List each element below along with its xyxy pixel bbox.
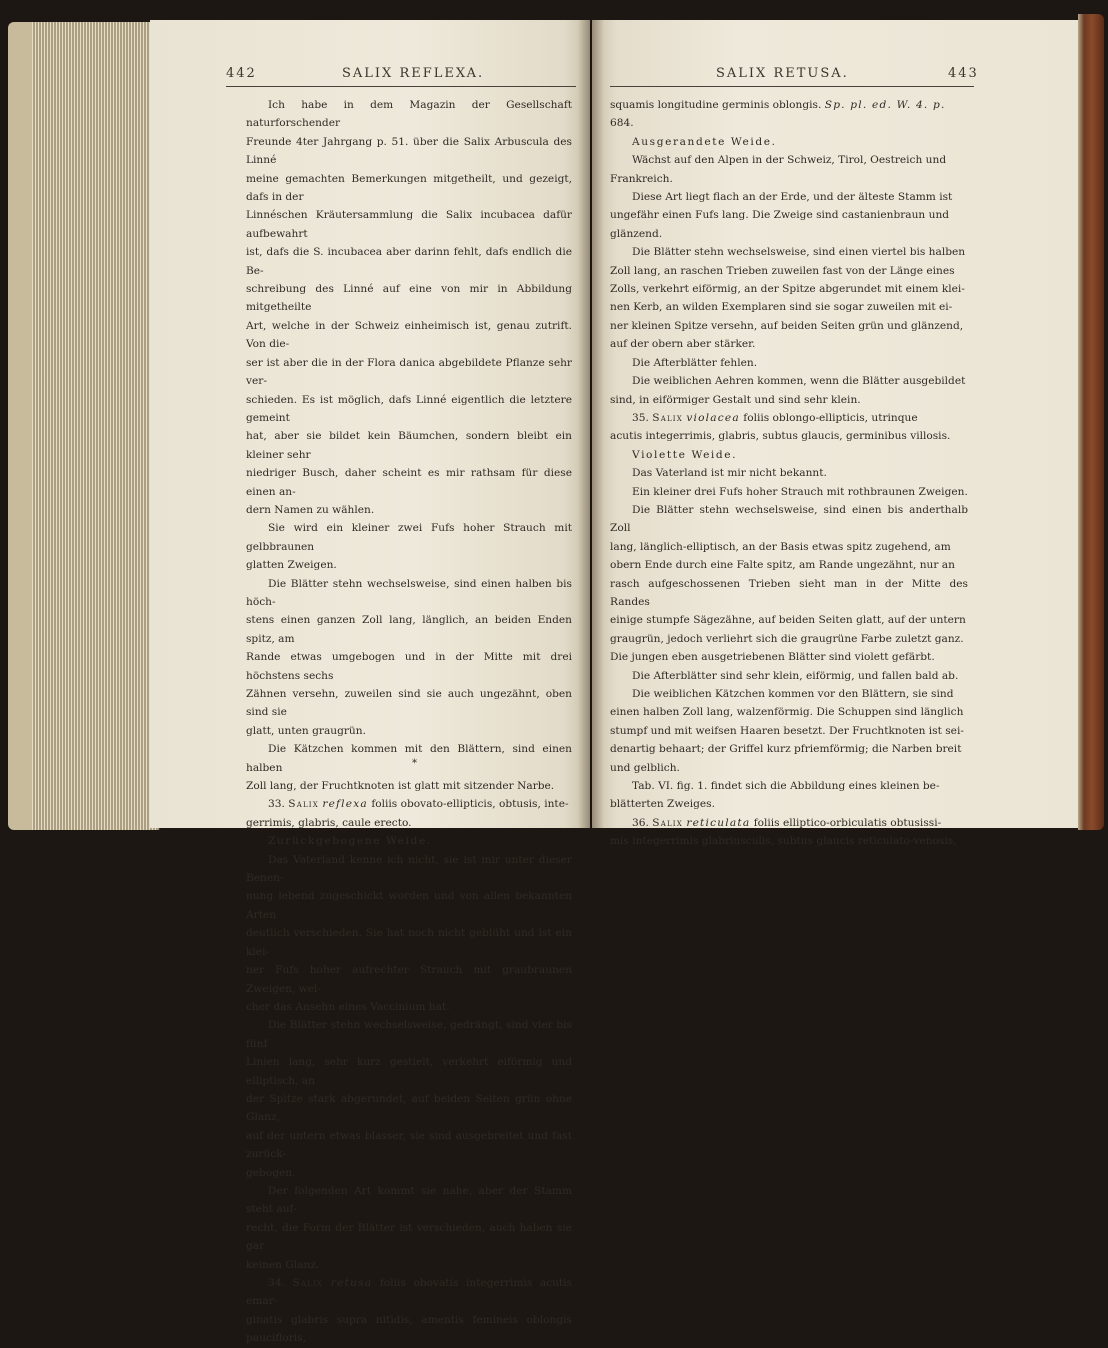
text-line: Die Kätzchen kommen mit den Blättern, sind einen halben [246, 743, 572, 774]
text-line: acutis integerrimis, glabris, subtus glaucis, germinibus villosis. [610, 430, 951, 443]
species-entry-35: 35. Salix violacea foliis oblongo-ellipticis, utrinque [632, 411, 918, 424]
text-line: Die Blätter stehn wechselsweise, sind einen halben bis höch- [246, 577, 572, 608]
right-page [592, 20, 1078, 848]
text-line: ist, dafs die S. incubacea aber darinn fehlt, dafs endlich die Be- [246, 246, 572, 277]
text-line: einen halben Zoll lang, walzenförmig. Die Schuppen sind länglich [610, 706, 964, 719]
text-line: auf der obern aber stärker. [610, 338, 756, 351]
text-line: stens einen ganzen Zoll lang, länglich, an beiden Enden spitz, am [246, 614, 572, 645]
text-line: schreibung des Linné auf eine von mir in Abbildung mitgetheilte [246, 283, 572, 314]
text-line: squamis longitudine germinis oblongis. Sp. pl. ed. W. 4. p. [610, 99, 946, 111]
common-name: Zurückgebogene Weide. [268, 835, 432, 848]
text-line: Linien lang, sehr kurz gestielt, verkehrt eiförmig und elliptisch, an [246, 1056, 572, 1087]
text-line: Ich habe in dem Magazin der Gesellschaft naturforschender [246, 99, 572, 130]
text-line: recht, die Form der Blätter ist verschieden, auch haben sie gar [246, 1221, 572, 1253]
text-line: Das Vaterland ist mir nicht bekannt. [632, 467, 827, 480]
text-line: Linnéschen Kräutersammlung die Salix incubacea dafür aufbewahrt [246, 209, 572, 240]
text-line: Ein kleiner drei Fufs hoher Strauch mit rothbraunen Zweigen. [632, 485, 968, 498]
text-line: glänzend. [610, 227, 663, 240]
text-line: Die weiblichen Aehren kommen, wenn die Blätter ausgebildet [632, 375, 966, 388]
text-line: einige stumpfe Sägezähne, auf beiden Seiten glatt, auf der untern [610, 614, 966, 627]
text-line: deutlich verschieden. Sie hat noch nicht geblüht und ist ein klei- [246, 927, 572, 958]
text-line: Frankreich. [610, 172, 673, 185]
text-line: Die Afterblätter sind sehr klein, eiförmig, und fallen bald ab. [632, 669, 959, 682]
left-page [150, 20, 590, 1345]
text-line: Der folgenden Art kommt sie nahe, aber der Stamm steht auf- [246, 1184, 572, 1216]
cover-edge-right [1078, 14, 1104, 830]
text-line: Zoll lang, der Fruchtknoten ist glatt mit sitzender Narbe. [246, 780, 555, 793]
text-line: gerrimis, glabris, caule erecto. [246, 816, 412, 829]
text-line: graugrün, jedoch verliehrt sich die graugrüne Farbe zuletzt ganz. [610, 632, 964, 645]
common-name: Ausgerandete Weide. [632, 135, 777, 148]
left-page-number: 442 [226, 66, 257, 81]
text-line: mis integerrimis glabriusculis, subtus glaucis reticulato-venosis, [610, 835, 957, 848]
text-line: Art, welche in der Schweiz einheimisch ist, genau zutrift. Von die- [246, 319, 572, 351]
text-line: 684. [610, 117, 634, 130]
text-line: Wächst auf den Alpen in der Schweiz, Tirol, Oestreich und [632, 154, 947, 167]
text-line: Die Blätter stehn wechselsweise, sind einen viertel bis halben [632, 246, 966, 259]
species-entry-34: 34. Salix retusa foliis obovatis integerrimis acutis emar- [246, 1277, 573, 1308]
text-line: Diese Art liegt flach an der Erde, und der älteste Stamm ist [632, 191, 953, 204]
right-text-block [610, 96, 968, 851]
text-line: gebogen. [246, 1166, 296, 1179]
left-text-block [246, 96, 572, 1348]
text-line: Zähnen versehn, zuweilen sind sie auch ungezähnt, oben sind sie [246, 688, 572, 719]
text-line: ser ist aber die in der Flora danica abgebildete Pflanze sehr ver- [246, 356, 572, 388]
text-line: sind, in eiförmiger Gestalt und sind sehr klein. [610, 393, 861, 406]
spine-gutter [578, 20, 604, 828]
text-line: Zolls, verkehrt eiförmig, an der Spitze abgerundet mit einem klei- [610, 283, 965, 296]
text-line: schieden. Es ist möglich, dafs Linné eigentlich die letztere gemeint [246, 393, 572, 424]
species-entry-36: 36. Salix reticulata foliis elliptico-orbiculatis obtusissi- [632, 816, 942, 829]
text-line: hat, aber sie bildet kein Bäumchen, sondern bleibt ein kleiner sehr [246, 430, 572, 461]
text-line: niedriger Busch, daher scheint es mir rathsam für diese einen an- [246, 467, 572, 498]
text-line: dern Namen zu wählen. [246, 503, 375, 516]
text-line: blätterten Zweiges. [610, 798, 715, 811]
text-line: meine gemachten Bemerkungen mitgetheilt, und gezeigt, dafs in der [246, 172, 572, 204]
species-entry-33: 33. Salix reflexa foliis obovato-ellipticis, obtusis, inte- [268, 798, 569, 811]
text-line: und gelblich. [610, 761, 680, 774]
text-line: nen Kerb, an wilden Exemplaren sind sie sogar zuweilen mit ei- [610, 301, 953, 314]
text-line: Die weiblichen Kätzchen kommen vor den Blättern, sie sind [632, 688, 954, 700]
text-line: auf der untern etwas blasser, sie sind ausgebreitet und fast zurück- [246, 1129, 572, 1161]
text-line: Tab. VI. fig. 1. findet sich die Abbildung eines kleinen be- [632, 780, 940, 793]
text-line: obern Ende durch eine Falte spitz, am Rande ungezähnt, nur an [610, 559, 955, 572]
citation: Sp. pl. ed. W. 4. p. [824, 99, 946, 111]
text-line: ginatis glabris supra nitidis, amentis femineis oblongis paucifloris, [246, 1313, 572, 1345]
left-head-rule [226, 86, 576, 87]
text-line: Rande etwas umgebogen und in der Mitte mit drei höchstens sechs [246, 651, 572, 682]
text-line: Die Blätter stehn wechselsweise, sind einen bis anderthalb Zoll [610, 503, 968, 535]
text-line: Die Blätter stehn wechselsweise, gedrängt, sind vier bis fünf [246, 1019, 572, 1050]
text-line: denartig behaart; der Griffel kurz pfriemförmig; die Narben breit [610, 743, 962, 756]
catchword-mark: * [412, 758, 417, 769]
text-line: Freunde 4ter Jahrgang p. 51. über die Salix Arbuscula des Linné [246, 135, 572, 167]
text-line: rasch aufgeschossenen Trieben sieht man in der Mitte des Randes [610, 577, 968, 608]
text-line: ner Fufs hoher aufrechter Strauch mit graubraunen Zweigen, wel- [246, 964, 572, 995]
text-line: ungefähr einen Fufs lang. Die Zweige sind castanienbraun und [610, 209, 950, 222]
text-line: glatten Zweigen. [246, 559, 337, 572]
text-line: ner kleinen Spitze versehn, auf beiden Seiten grün und glänzend, [610, 319, 964, 332]
text-line: der Spitze stark abgerundet, auf beiden Seiten grün ohne Glanz, [246, 1092, 572, 1124]
text-line: lang, länglich-elliptisch, an der Basis etwas spitz zugehend, am [610, 540, 951, 553]
text-line: keinen Glanz. [246, 1258, 320, 1271]
text-line: Zoll lang, an raschen Trieben zuweilen fast von der Länge eines [610, 264, 955, 277]
right-page-number: 443 [948, 66, 979, 81]
text-line: Das Vaterland kenne ich nicht, sie ist mir unter dieser Benen- [246, 853, 572, 885]
text-line: glatt, unten graugrün. [246, 724, 366, 737]
text-line: cher das Ansehn eines Vaccinium hat. [246, 1000, 450, 1013]
text-line: Sie wird ein kleiner zwei Fufs hoher Strauch mit gelbbraunen [246, 522, 572, 553]
text-line: Die jungen eben ausgetriebenen Blätter sind violett gefärbt. [610, 651, 935, 664]
page-block-edge-left [8, 22, 158, 830]
right-running-head: SALIX RETUSA. [716, 66, 849, 81]
right-head-rule [610, 86, 974, 87]
text-line: stumpf und mit weifsen Haaren besetzt. Der Fruchtknoten ist sei- [610, 724, 964, 737]
left-running-head: SALIX REFLEXA. [342, 66, 485, 81]
common-name: Violette Weide. [632, 448, 738, 461]
text-line: nung lebend zugeschickt worden und von allen bekannten Arten [246, 890, 572, 921]
text-line: Die Afterblätter fehlen. [632, 356, 758, 369]
